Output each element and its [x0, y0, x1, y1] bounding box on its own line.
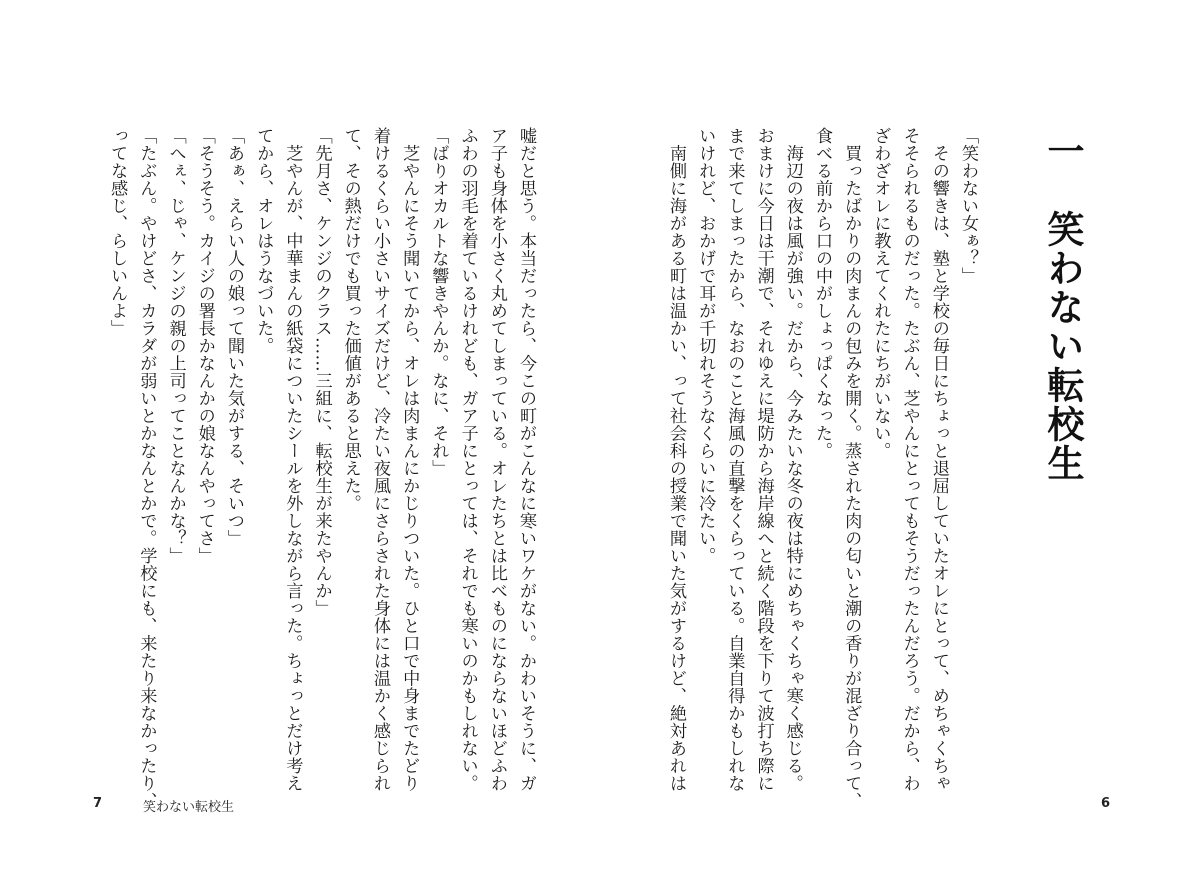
running-head: 笑わない転校生	[143, 800, 235, 815]
paragraph-line: 買ったばかりの肉まんの包みを開く。蒸された肉の匂いと潮の香りが混ざり合って、	[841, 127, 862, 810]
paragraph-line: 嘘だと思う。本当だったら、今この町がこんなに寒いワケがない。かわいそうに、ガ	[516, 127, 536, 792]
paragraph-line: ふわの羽毛を着ているけれども、ガア子にとっては、それでも寒いのかもしれない。	[457, 127, 478, 792]
page-number-right: 6	[1101, 796, 1111, 811]
paragraph-line: 「へぇ、じゃ、ケンジの親の上司ってことなんかな？」	[165, 127, 186, 565]
paragraph-line: 海辺の夜は風が強い。だから、今みたいな冬の夜は特にめちゃくちゃ寒く感じる。	[782, 127, 803, 792]
paragraph-line: ざわざオレに教えてくれたにちがいない。	[870, 127, 891, 460]
paragraph-line: その響きは、塾と学校の毎日にちょっと退屈していたオレにとって、めちゃくちゃ	[928, 127, 949, 792]
paragraph-line: 「そうそう。カイジの署長かなんかの娘なんやってさ」	[194, 127, 215, 565]
paragraph-line: おまけに今日は干潮で、それゆえに堤防から海岸線へと続く階段を下りて波打ち際に	[753, 127, 774, 792]
paragraph-line: 「ばりオカルトな響きやんか。なに、それ」	[428, 127, 449, 477]
paragraph-line: てから、オレはうなづいた。	[253, 127, 274, 355]
paragraph-line: 着けるくらい小さいサイズだけど、冷たい夜風にさらされた身体には温かく感じられ	[369, 127, 390, 792]
paragraph-line: 「あぁ、えらい人の娘って聞いた気がする、そいつ」	[223, 127, 244, 547]
chapter-title: 一 笑わない転校生	[1041, 132, 1084, 483]
paragraph-line: 「たぶん。やけどさ、カラダが弱いとかなんとかで。学校にも、来たり来なかったり、	[136, 127, 157, 810]
paragraph-line: て、その熱だけでも買った価値があると思えた。	[340, 127, 361, 512]
paragraph-line: 芝やんが、中華まんの紙袋についたシールを外しながら言った。ちょっとだけ考え	[282, 127, 303, 792]
right-page-body	[665, 127, 982, 810]
paragraph-line: 「先月さ、ケンジのクラス……三組に、転校生が来たやんか」	[311, 127, 332, 617]
paragraph-line: ア子も身体を小さく丸めてしまっている。オレたちとは比べものにならないほどふわ	[486, 127, 507, 792]
page-number-left: 7	[93, 796, 103, 811]
paragraph-line: いけれど、おかげで耳が千切れそうなくらいに冷たい。	[695, 127, 716, 565]
paragraph-line: 芝やんにそう聞いてから、オレは肉まんにかじりついた。ひと口で中身までたどり	[399, 127, 420, 792]
paragraph-line: まで来てしまったから、なおのこと海風の直撃をくらっている。自業自得かもしれな	[724, 127, 745, 792]
paragraph-line: 南側に海がある町は温かい、って社会科の授業で聞いた気がするけど、絶対あれは	[665, 127, 686, 792]
paragraph-line: そそられるものだった。たぶん、芝やんにとってもそうだったんだろう。だから、わ	[899, 127, 920, 792]
paragraph-line: 食べる前から口の中がしょっぱくなった。	[811, 127, 832, 460]
paragraph-line: ってな感じ、らしいんよ」	[107, 127, 128, 337]
paragraph-line: 「笑わない女ぁ？」	[958, 127, 978, 285]
